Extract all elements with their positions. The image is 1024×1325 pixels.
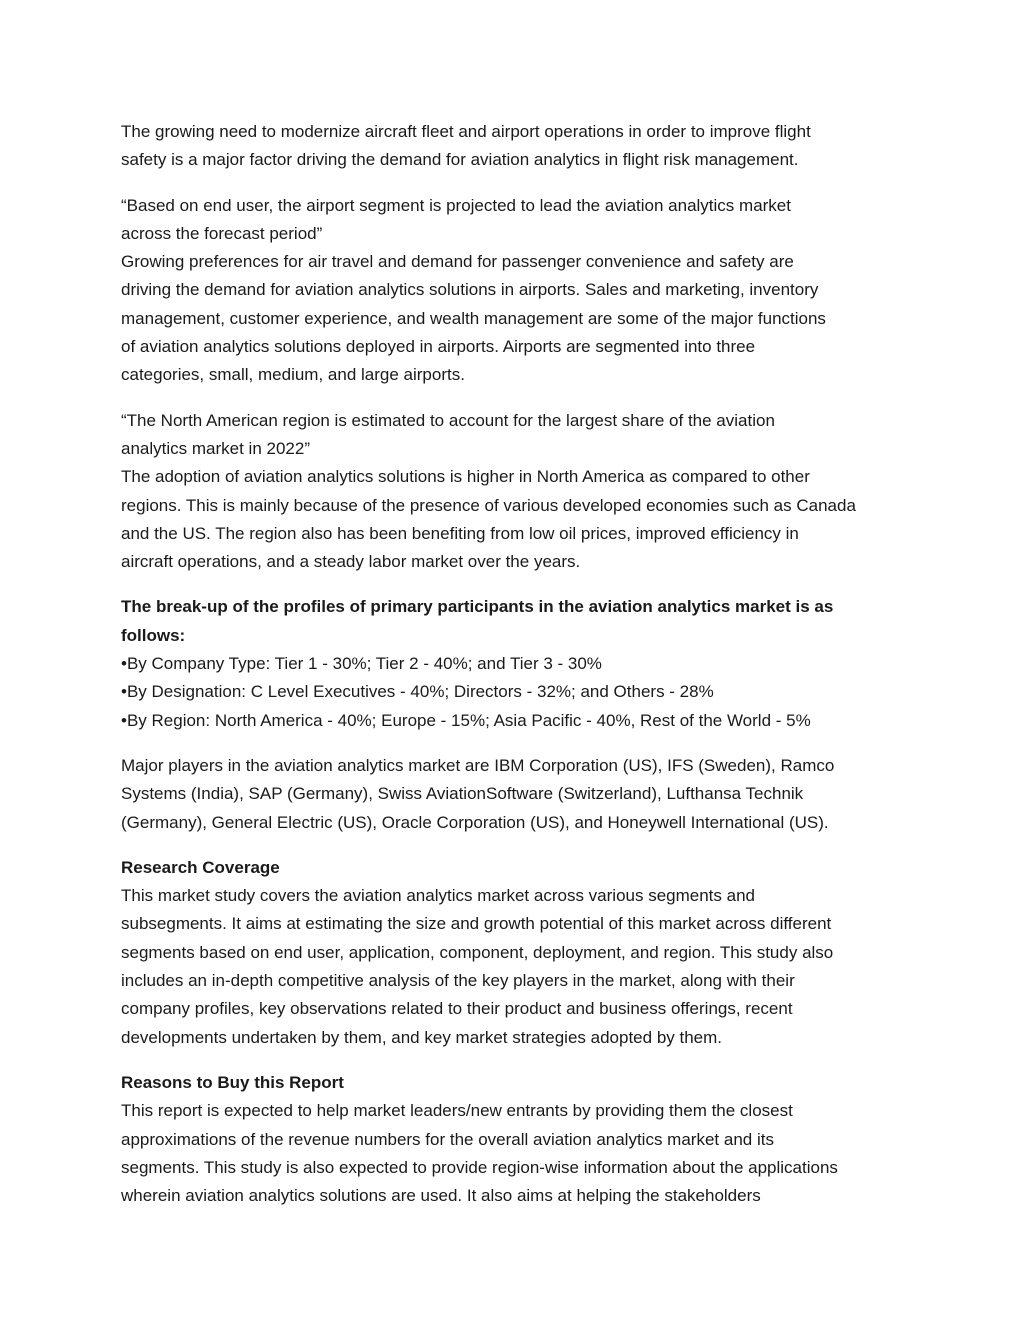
paragraph — [121, 407, 911, 577]
text-line: “Based on end user, the airport segment is projected to lead the aviation analytics market — [121, 195, 791, 215]
text-line: and the US. The region also has been benefiting from low oil prices, improved efficiency in — [121, 523, 799, 543]
text-line: segments. This study is also expected to provide region-wise information about the applications — [121, 1157, 838, 1177]
text-line: driving the demand for aviation analytics solutions in airports. Sales and marketing, inventory — [121, 280, 819, 300]
text-line: •By Designation: C Level Executives - 40%; Directors - 32%; and Others - 28% — [121, 682, 714, 702]
text-line: This report is expected to help market leaders/new entrants by providing them the closest — [121, 1101, 793, 1121]
text-line: •By Region: North America - 40%; Europe - 15%; Asia Pacific - 40%, Rest of the World - 5% — [121, 710, 811, 730]
paragraph — [121, 118, 911, 175]
text-line: (Germany), General Electric (US), Oracle Corporation (US), and Honeywell International (US). — [121, 812, 829, 832]
text-line: wherein aviation analytics solutions are used. It also aims at helping the stakeholders — [121, 1186, 761, 1206]
text-line: Major players in the aviation analytics market are IBM Corporation (US), IFS (Sweden), Ramco — [121, 755, 835, 775]
text-line: The adoption of aviation analytics solutions is higher in North America as compared to other — [121, 467, 810, 487]
paragraph — [121, 192, 911, 390]
text-line: across the forecast period” — [121, 223, 323, 243]
text-line: aircraft operations, and a steady labor market over the years. — [121, 552, 581, 572]
text-line: safety is a major factor driving the demand for aviation analytics in flight risk management. — [121, 150, 799, 170]
text-line: Systems (India), SAP (Germany), Swiss AviationSoftware (Switzerland), Lufthansa Technik — [121, 784, 804, 804]
bold-text-line: Research Coverage — [121, 857, 280, 877]
paragraph — [121, 1069, 911, 1210]
paragraph — [121, 752, 911, 837]
text-line: includes an in-depth competitive analysis of the key players in the market, along with their — [121, 971, 795, 991]
text-line: approximations of the revenue numbers for the overall aviation analytics market and its — [121, 1129, 774, 1149]
text-line: The growing need to modernize aircraft fleet and airport operations in order to improve flight — [121, 122, 811, 141]
text-line: analytics market in 2022” — [121, 438, 310, 458]
text-line: “The North American region is estimated to account for the largest share of the aviation — [121, 410, 775, 430]
text-line: This market study covers the aviation analytics market across various segments and — [121, 886, 755, 906]
text-line: subsegments. It aims at estimating the size and growth potential of this market across different — [121, 914, 832, 934]
text-line: of aviation analytics solutions deployed in airports. Airports are segmented into three — [121, 337, 756, 357]
text-line: management, customer experience, and wealth management are some of the major functions — [121, 308, 826, 328]
text-line: Growing preferences for air travel and demand for passenger convenience and safety are — [121, 252, 794, 272]
text-line: segments based on end user, application, component, deployment, and region. This study also — [121, 942, 834, 962]
text-line: regions. This is mainly because of the presence of various developed economies such as Canada — [121, 495, 856, 515]
paragraph — [121, 854, 911, 1052]
text-line: categories, small, medium, and large airports. — [121, 365, 465, 385]
document-page — [121, 118, 911, 1227]
bold-text-line: The break-up of the profiles of primary participants in the aviation analytics market is as — [121, 597, 834, 617]
text-line: •By Company Type: Tier 1 - 30%; Tier 2 - 40%; and Tier 3 - 30% — [121, 654, 602, 674]
text-line: developments undertaken by them, and key market strategies adopted by them. — [121, 1027, 723, 1047]
text-line: company profiles, key observations related to their product and business offerings, recent — [121, 999, 793, 1019]
bold-text-line: Reasons to Buy this Report — [121, 1072, 344, 1092]
bold-text-line: follows: — [121, 625, 186, 645]
paragraph — [121, 593, 911, 734]
